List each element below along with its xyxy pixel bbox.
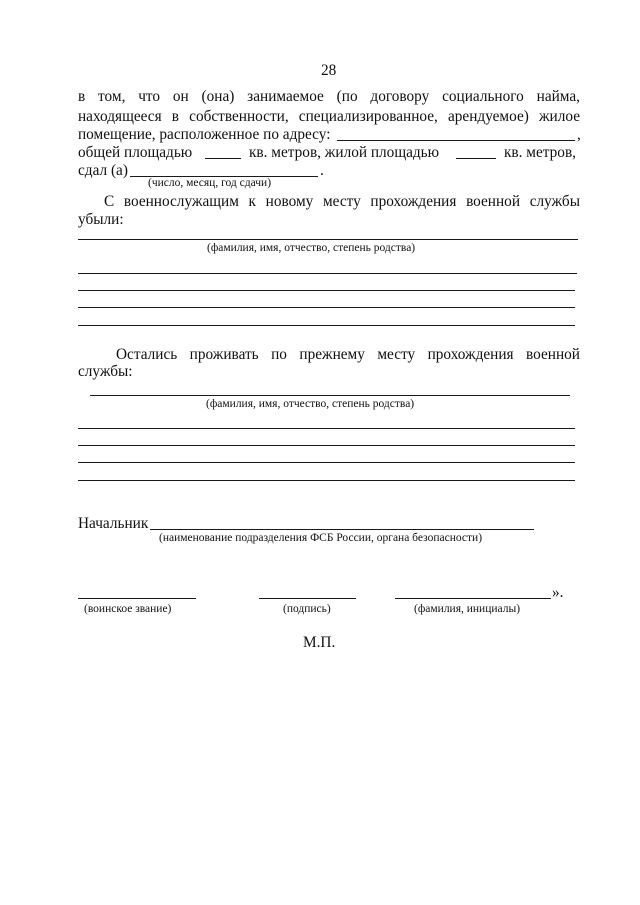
stayed-member-field-4[interactable]: [78, 462, 575, 463]
address-label: помещение, расположенное по адресу:: [78, 126, 331, 143]
stayed-member-field-5[interactable]: [78, 480, 575, 481]
signature-field[interactable]: [259, 598, 356, 599]
departed-member-field-4[interactable]: [78, 307, 575, 308]
paragraph-line-2: находящееся в собственности, специализированное, арендуемое) жилое: [78, 108, 580, 125]
date-caption: (число, месяц, год сдачи): [148, 177, 272, 189]
stayed-line-1: Остались проживать по прежнему месту прохождения военной: [116, 346, 580, 363]
stayed-line-2: службы:: [78, 363, 133, 380]
departed-member-field-2[interactable]: [78, 273, 577, 274]
stayed-member-field-1[interactable]: [90, 395, 570, 396]
departed-member-field-3[interactable]: [78, 290, 575, 291]
living-area-label: кв. метров, жилой площадью: [249, 144, 440, 161]
address-field[interactable]: [337, 140, 575, 141]
departed-line-2: убыли:: [78, 211, 124, 228]
departed-line-1: С военнослужащим к новому месту прохождения военной службы: [104, 193, 580, 210]
name-caption: (фамилия, инициалы): [414, 603, 521, 615]
stayed-caption: (фамилия, имя, отчество, степень родства): [206, 398, 415, 410]
chief-caption: (наименование подразделения ФСБ России, органа безопасности): [159, 532, 483, 544]
departed-caption: (фамилия, имя, отчество, степень родства): [207, 242, 416, 254]
name-initials-field[interactable]: [395, 598, 551, 599]
stamp-place: М.П.: [303, 634, 336, 651]
closing-quote: ».: [552, 584, 564, 601]
chief-unit-field[interactable]: [150, 529, 534, 530]
chief-label: Начальник: [78, 515, 149, 532]
departed-member-field-5[interactable]: [78, 325, 575, 326]
signature-caption: (подпись): [283, 603, 331, 615]
total-area-label: общей площадью: [78, 144, 193, 161]
paragraph-line-1: в том, что он (она) занимаемое (по договору социального найма,: [78, 88, 580, 105]
departed-member-field-1[interactable]: [78, 239, 578, 240]
rank-field[interactable]: [78, 598, 196, 599]
stayed-member-field-3[interactable]: [78, 445, 575, 446]
page-number: 28: [321, 62, 337, 79]
handed-over-label: сдал (а): [78, 162, 128, 179]
handed-over-period: .: [320, 162, 324, 179]
sq-meters-label: кв. метров,: [504, 144, 576, 161]
living-area-field[interactable]: [456, 158, 496, 159]
rank-caption: (воинское звание): [84, 603, 172, 615]
stayed-member-field-2[interactable]: [78, 428, 575, 429]
address-comma: ,: [577, 126, 581, 143]
total-area-field[interactable]: [205, 158, 241, 159]
